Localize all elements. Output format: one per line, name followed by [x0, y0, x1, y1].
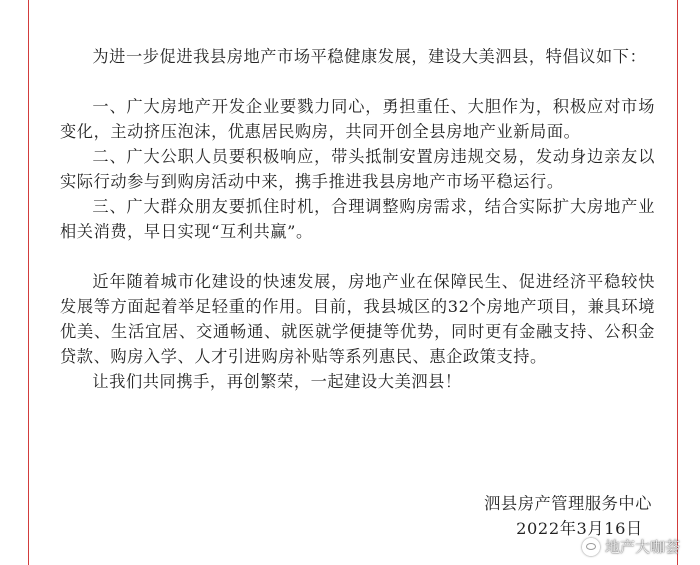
- proposal-1: 一、广大房地产开发企业要戮力同心，勇担重任、大胆作为，积极应对市场变化，主动挤压泡沫，优惠居民购房，共同开创全县房地产业新局面。: [60, 97, 655, 141]
- intro-paragraph: 为进一步促进我县房地产市场平稳健康发展，建设大美泗县，特倡议如下：: [92, 47, 647, 66]
- signature-block: [484, 491, 652, 541]
- wechat-bubble-icon: [582, 538, 600, 556]
- proposal-3: 三、广大群众朋友要抓住时机，合理调整购房需求，结合实际扩大房地产业相关消费，早日实现“互利共赢”。: [60, 197, 655, 241]
- signature-date: 2022年3月16日: [516, 519, 643, 538]
- watermark: [582, 536, 680, 557]
- watermark-text: 地产大咖荟: [604, 538, 680, 556]
- spacer: [60, 69, 655, 94]
- signature-org: 泗县房产管理服务中心: [484, 494, 652, 513]
- spacer: [60, 244, 655, 269]
- proposal-2: 二、广大公职人员要积极响应，带头抵制安置房违规交易，发动身边亲友以实际行动参与到购房活动中来，携手推进我县房地产市场平稳运行。: [60, 147, 655, 191]
- body-paragraph: 近年随着城市化建设的快速发展，房地产业在保障民生、促进经济平稳较快发展等方面起着举足轻重的作用。目前，我县城区的32个房地产项目，兼具环境优美、生活宜居、交通畅通、就医就学便捷等优势，同时更有金融支持、公积金贷款、购房入学、人才引进购房补贴等系列惠民、惠企政策支持。: [60, 272, 655, 366]
- closing-paragraph: 让我们共同携手，再创繁荣，一起建设大美泗县！: [92, 372, 462, 391]
- document-content: [60, 44, 655, 394]
